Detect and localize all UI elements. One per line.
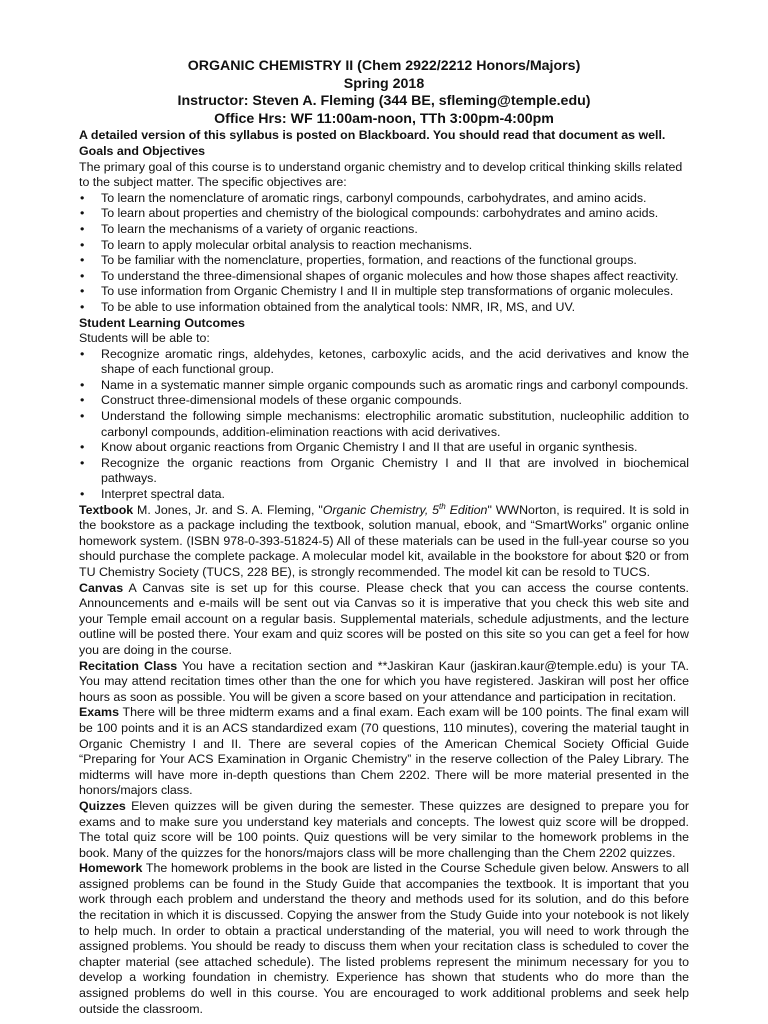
- outcomes-section: [79, 316, 689, 503]
- course-title: ORGANIC CHEMISTRY II (Chem 2922/2212 Honors/Majors): [187, 58, 581, 74]
- list-item: • Recognize aromatic rings, aldehydes, ketones, carboxylic acids, and the acid derivatives and know the shape of each functional group.: [79, 347, 689, 378]
- list-item: • Know about organic reactions from Organic Chemistry I and II that are useful in organic synthesis.: [79, 440, 689, 456]
- canvas-text: A Canvas site is set up for this course. Please check that you can access the course contents. Announcements and e-mails will be sent out via Canvas so it is imperative that you check this web site and your Temple email account on a regular basis. Supplemental materials, schedule adjustments, and the lecture outline will be posted there. Your exam and quiz scores will be posted on this site so you can get a feel for how you are doing in the course.: [79, 580, 689, 657]
- textbook-paragraph: [79, 503, 689, 581]
- list-item: • Understand the following simple mechanisms: electrophilic aromatic substitution, nucleophilic addition to carbonyl compounds, addition-elimination reactions with acid derivatives.: [79, 409, 689, 440]
- list-item: • Recognize the organic reactions from Organic Chemistry I and II that are involved in biochemical pathways.: [79, 456, 689, 487]
- quizzes-label: Quizzes: [79, 798, 126, 813]
- outcomes-heading: Student Learning Outcomes: [79, 315, 245, 330]
- textbook-edition-sup: th: [439, 501, 446, 511]
- list-item: • To be able to use information obtained from the analytical tools: NMR, IR, MS, and UV.: [79, 300, 689, 316]
- list-item: • To learn to apply molecular orbital analysis to reaction mechanisms.: [79, 238, 689, 254]
- textbook-title-end: Edition: [445, 502, 488, 517]
- goals-heading: Goals and Objectives: [79, 143, 206, 158]
- list-item: • To use information from Organic Chemistry I and II in multiple step transformations of organic molecules.: [79, 284, 689, 300]
- list-item: • To understand the three-dimensional shapes of organic molecules and how those shapes affect reactivity.: [79, 269, 689, 285]
- list-item: • To learn the nomenclature of aromatic rings, carbonyl compounds, carbohydrates, and amino acids.: [79, 191, 689, 207]
- canvas-label: Canvas: [79, 580, 124, 595]
- canvas-paragraph: [79, 581, 689, 659]
- exams-text: There will be three midterm exams and a final exam. Each exam will be 100 points. The final exam will be 100 points and it is an ACS standardized exam (70 questions, 110 minutes), covering the material taught in Organic Chemistry I and II. There are several copies of the American Chemical Society Official Guide “Preparing for Your ACS Examination in Organic Chemistry” in the reserve collection of the Paley Library. The midterms will have more in-depth questions than Chem 2202. There will be more material presented in the honors/majors class.: [79, 705, 689, 798]
- textbook-text: " WWNorton, is required. It is sold in the bookstore as a package including the textbook, solution manual, ebook, and “SmartWorks” organic online homework system. (ISBN 978-0-393-51824-5) All of these materials can be used in the full-year course so you should purchase the complete package. A molecular model kit, available in the bookstore for about $20 or from TU Chemistry Society (TUCS, 228 BE), is strongly recommended. The model kit can be resold to TUCS.: [79, 502, 689, 579]
- list-item: • To learn the mechanisms of a variety of organic reactions.: [79, 222, 689, 238]
- outcomes-intro: Students will be able to:: [79, 331, 210, 346]
- list-item: • To learn about properties and chemistry of the biological compounds: carbohydrates and amino acids.: [79, 206, 689, 222]
- blackboard-note: A detailed version of this syllabus is posted on Blackboard. You should read that document as well.: [79, 128, 666, 143]
- course-header: [79, 58, 689, 128]
- recitation-label: Recitation Class: [79, 658, 178, 673]
- homework-paragraph: [79, 861, 689, 1017]
- goals-intro: The primary goal of this course is to understand organic chemistry and to develop critical thinking skills related to the subject matter. The specific objectives are:: [79, 159, 683, 190]
- homework-text: The homework problems in the book are listed in the Course Schedule given below. Answers to all assigned problems can be found in the Study Guide that accompanies the textbook. It is important that you work through each problem and understand the theory and methods used for its solution, and do this before the recitation in which it is discussed. Copying the answer from the Study Guide into your notebook is not likely to help much. In order to obtain a practical understanding of the material, you will need to work through the assigned problems. You should be ready to discuss them when your recitation class is scheduled to cover the chapter material (see attached schedule). The listed problems represent the minimum necessary for you to develop a working foundation in chemistry. Experience has shown that students who do more than the assigned problems do well in this course. You are encouraged to work additional problems and seek help outside the classroom.: [79, 861, 689, 1016]
- textbook-authors: M. Jones, Jr. and S. A. Fleming, ": [133, 502, 323, 517]
- semester: Spring 2018: [343, 75, 425, 92]
- quizzes-paragraph: [79, 799, 689, 861]
- outcomes-list: [79, 347, 689, 503]
- goals-list: [79, 191, 689, 316]
- quizzes-text: Eleven quizzes will be given during the semester. These quizzes are designed to prepare you for exams and to make sure you understand key materials and concepts. The lowest quiz score will be dropped. The total quiz score will be 100 points. Quiz questions will be very similar to the homework problems in the book. Many of the quizzes for the honors/majors class will be more challenging than the Chem 2202 quizzes.: [79, 798, 689, 860]
- textbook-title: Organic Chemistry, 5: [322, 502, 440, 517]
- recitation-text: You have a recitation section and **Jaskiran Kaur (jaskiran.kaur@temple.edu) is your TA. You may attend recitation times other than the one for which you have registered. Jaskiran will post her office hours as soon as possible. You will be given a score based on your attendance and participation in recitation.: [79, 658, 689, 704]
- list-item: • Interpret spectral data.: [79, 487, 689, 503]
- exams-paragraph: [79, 705, 689, 799]
- goals-section: [79, 144, 689, 316]
- homework-label: Homework: [79, 861, 143, 876]
- list-item: • Construct three-dimensional models of these organic compounds.: [79, 393, 689, 409]
- list-item: • To be familiar with the nomenclature, properties, formation, and reactions of the functional groups.: [79, 253, 689, 269]
- list-item: • Name in a systematic manner simple organic compounds such as aromatic rings and carbonyl compounds.: [79, 378, 689, 394]
- office-hours: Office Hrs: WF 11:00am-noon, TTh 3:00pm-4:00pm: [214, 110, 554, 127]
- textbook-label: Textbook: [79, 502, 134, 517]
- instructor-line: Instructor: Steven A. Fleming (344 BE, sfleming@temple.edu): [177, 93, 591, 110]
- exams-label: Exams: [79, 705, 119, 720]
- recitation-paragraph: [79, 659, 689, 706]
